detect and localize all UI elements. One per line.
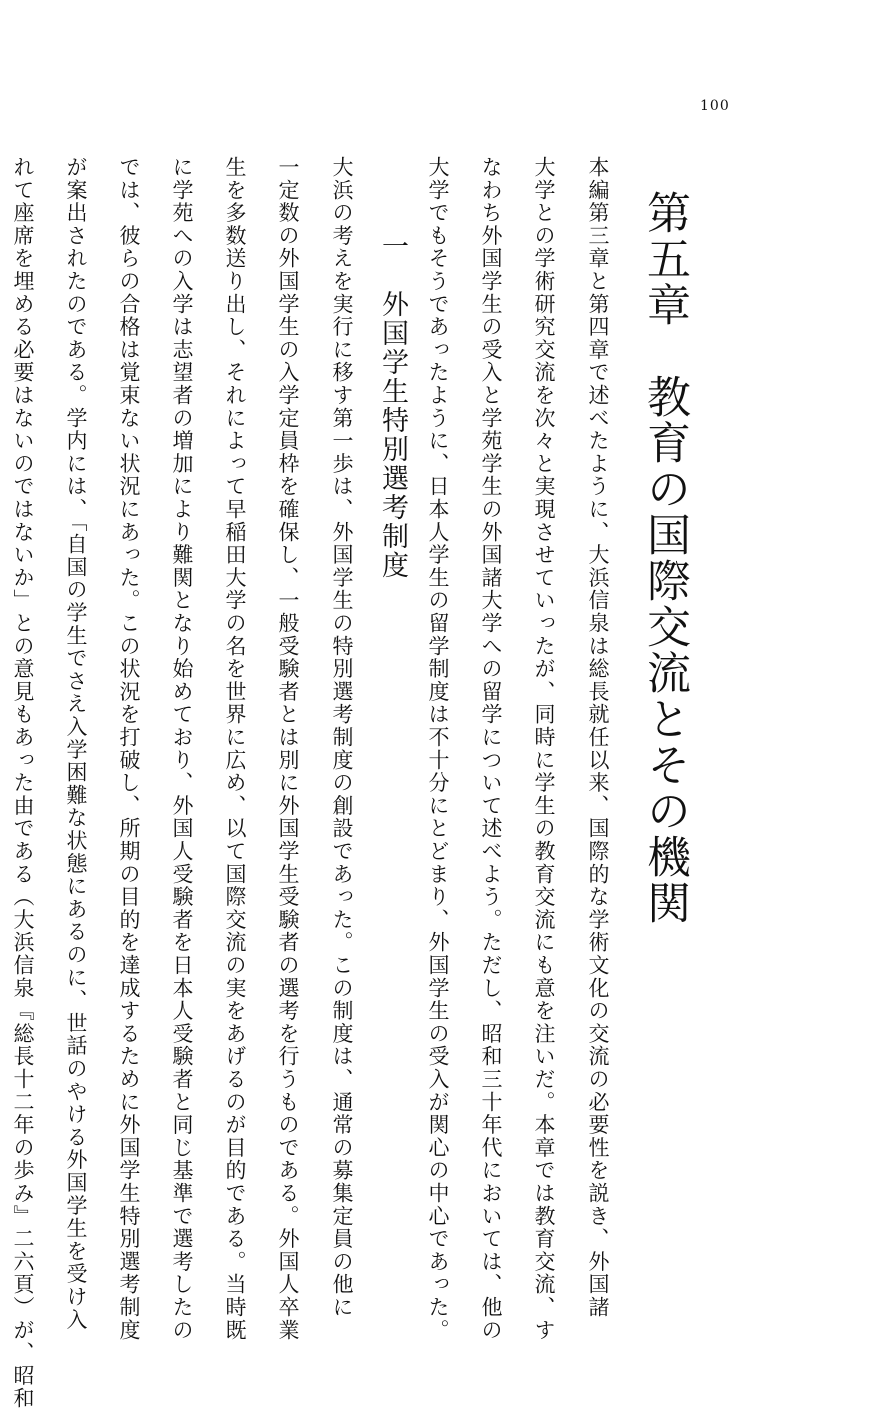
body-line-7: れて座席を埋める必要はないのではないか」との意見もあった由である（大浜信泉『総長十二年の歩み』二六頁）が、昭和 (11, 156, 35, 1410)
chapter-title: 第五章 教育の国際交流とその機関 (639, 190, 690, 926)
body-line-3: 生を多数送り出し、それによって早稲田大学の名を世界に広め、以て国際交流の実をあげるのが目的である。当時既 (223, 156, 247, 1342)
body-line-5: では、彼らの合格は覚束ない状況にあった。この状況を打破し、所期の目的を達成するために外国学生特別選考制度 (117, 156, 141, 1342)
page-number: 100 (700, 98, 730, 114)
intro-line-1: 本編第三章と第四章で述べたように、大浜信泉は総長就任以来、国際的な学術文化の交流の必要性を説き、外国諸 (586, 156, 610, 1319)
intro-line-3: なわち外国学生の受入と学苑学生の外国諸大学への留学について述べよう。ただし、昭和三十年代においては、他の (479, 156, 503, 1342)
intro-line-4: 大学でもそうであったように、日本人学生の留学制度は不十分にとどまり、外国学生の受入が関心の中心であった。 (426, 156, 450, 1342)
body-line-4: に学苑への入学は志望者の増加により難関となり始めており、外国人受験者を日本人受験者と同じ基準で選考したの (170, 156, 194, 1342)
section-title: 一 外国学生特別選考制度 (377, 232, 408, 580)
body-line-2: 一定数の外国学生の入学定員枠を確保し、一般受験者とは別に外国学生受験者の選考を行うものである。外国人卒業 (276, 156, 300, 1342)
body-line-1: 大浜の考えを実行に移す第一歩は、外国学生の特別選考制度の創設であった。この制度は、通常の募集定員の他に (330, 156, 354, 1319)
body-line-6: が案出されたのである。学内には、「自国の学生でさえ入学困難な状態にあるのに、世話のやける外国学生を受け入 (64, 156, 88, 1332)
intro-line-2: 大学との学術研究交流を次々と実現させていったが、同時に学生の教育交流にも意を注いだ。本章では教育交流、す (532, 156, 556, 1342)
